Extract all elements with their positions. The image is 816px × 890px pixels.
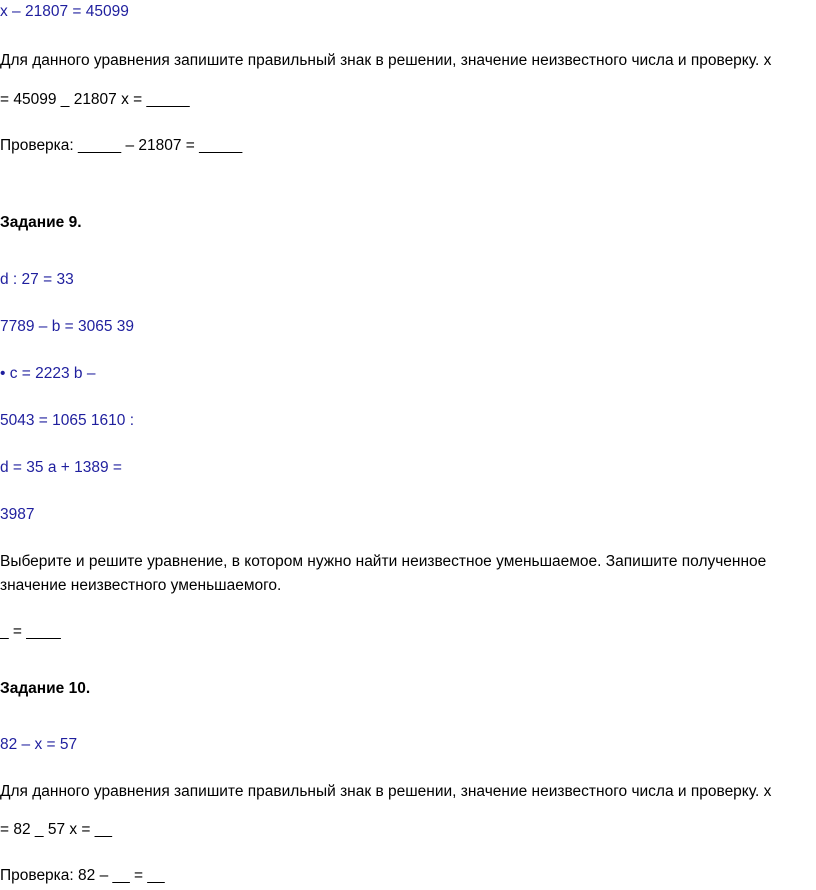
task10-title: Задание 10.	[0, 680, 91, 697]
task8-check: Проверка: _____ – 21807 = _____	[0, 137, 243, 154]
task9-equation-3: • c = 2223 b –	[0, 365, 96, 382]
task8-equation: x – 21807 = 45099	[0, 3, 129, 20]
task10-instruction: Для данного уравнения запишите правильный знак в решении, значение неизвестного числа и проверку. x	[0, 783, 772, 800]
task9-equation-6: 3987	[0, 506, 35, 523]
task9-instruction-line2: значение неизвестного уменьшаемого.	[0, 577, 282, 594]
task9-equation-1: d : 27 = 33	[0, 271, 74, 288]
task9-title: Задание 9.	[0, 214, 82, 231]
task10-solution: = 82 _ 57 x = __	[0, 821, 113, 838]
task9-answer: _ = ____	[0, 623, 61, 640]
task9-equation-5: d = 35 a + 1389 =	[0, 459, 122, 476]
task8-instruction: Для данного уравнения запишите правильный знак в решении, значение неизвестного числа и проверку. x	[0, 52, 772, 69]
task8-solution: = 45099 _ 21807 x = _____	[0, 91, 190, 108]
task10-check: Проверка: 82 – __ = __	[0, 867, 165, 884]
task9-equation-4: 5043 = 1065 1610 :	[0, 412, 135, 429]
task10-equation: 82 – x = 57	[0, 736, 78, 753]
task9-instruction-line1: Выберите и решите уравнение, в котором нужно найти неизвестное уменьшаемое. Запишите полученное	[0, 553, 767, 570]
task9-equation-2: 7789 – b = 3065 39	[0, 318, 135, 335]
